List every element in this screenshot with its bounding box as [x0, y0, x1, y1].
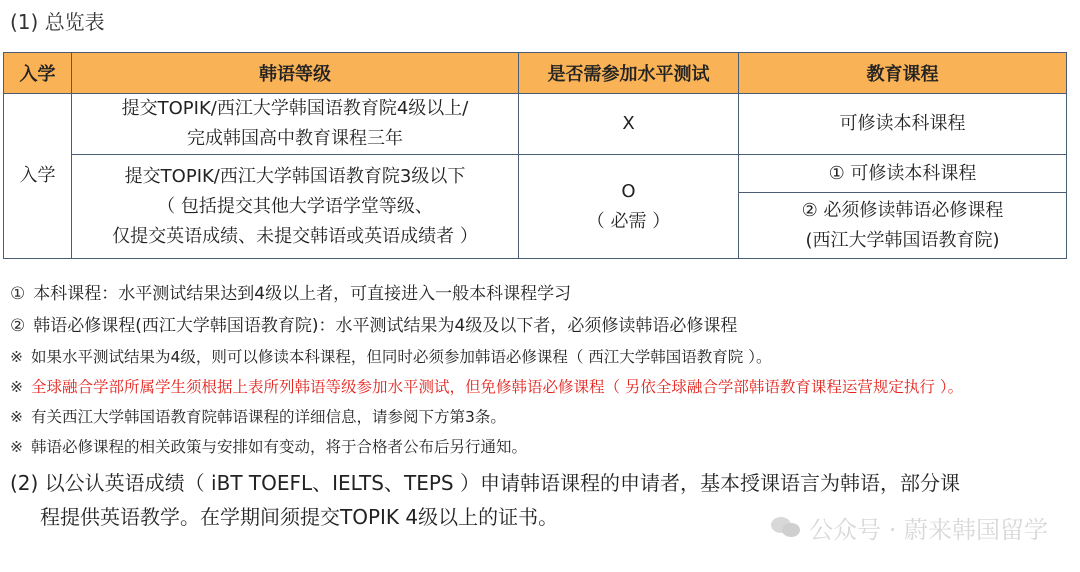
note-text: 韩语必修课程(西江大学韩国语教育院)：水平测试结果为4级及以下者，必须修读韩语必修课程	[33, 316, 738, 336]
note-item	[10, 310, 1075, 342]
note-text: 有关西江大学韩国语教育院韩语课程的详细信息，请参阅下方第3条。	[31, 408, 506, 426]
note-item	[10, 342, 1075, 372]
header-korean-level: 韩语等级	[72, 53, 519, 94]
note-item-highlight	[10, 372, 1075, 402]
overview-table	[3, 52, 1067, 259]
header-curriculum: 教育课程	[739, 53, 1067, 94]
note-text: 全球融合学部所属学生须根据上表所列韩语等级参加水平测试，但免修韩语必修课程（ 另依全球融合学部韩语教育课程运营规定执行 ）。	[31, 378, 964, 396]
table-row	[4, 155, 1067, 193]
course-cell-2a: ① 可修读本科课程	[739, 155, 1067, 193]
wechat-icon	[771, 517, 801, 539]
note-item	[10, 432, 1075, 462]
paragraph-line: (2) 以公认英语成绩（ iBT TOEFL、IELTS、TEPS ）申请韩语课程的申请者，基本授课语言为韩语，部分课	[10, 471, 960, 495]
entry-cell: 入学	[4, 94, 72, 259]
note-text: 如果水平测试结果为4级，则可以修读本科课程，但同时必须参加韩语必修课程（ 西江大学韩国语教育院 ）。	[31, 348, 772, 366]
test-mark: O	[621, 180, 636, 202]
reference-mark: ※	[10, 378, 23, 396]
test-cell-2	[519, 155, 739, 259]
test-cell-1: X	[519, 94, 739, 155]
note-text: 本科课程：水平测试结果达到4级以上者，可直接进入一般本科课程学习	[33, 284, 572, 304]
test-note: （ 必需 ）	[586, 210, 671, 232]
section-heading: (1) 总览表	[10, 10, 105, 34]
reference-mark: ※	[10, 438, 23, 456]
level-text: 完成韩国高中教育课程三年	[187, 128, 403, 149]
watermark-text: 公众号 · 蔚来韩国留学	[809, 516, 1048, 544]
note-item	[10, 278, 1075, 310]
header-placement-test: 是否需参加水平测试	[519, 53, 739, 94]
level-cell-1	[72, 94, 519, 155]
level-text: （ 包括提交其他大学语学堂等级、	[157, 195, 433, 217]
level-text: 提交TOPIK/西江大学韩国语教育院3级以下	[124, 165, 466, 187]
note-item	[10, 402, 1075, 432]
reference-mark: ※	[10, 348, 23, 366]
notes-section	[10, 278, 1075, 534]
course-cell-1: 可修读本科课程	[739, 94, 1067, 155]
course-cell-2b	[739, 193, 1067, 259]
table-row	[4, 94, 1067, 155]
paragraph-line: 程提供英语教学。在学期间须提交TOPIK 4级以上的证书。	[40, 505, 559, 529]
watermark	[771, 510, 1048, 545]
course-text: (西江大学韩国语教育院)	[805, 229, 1000, 251]
header-entry: 入学	[4, 53, 72, 94]
level-text: 提交TOPIK/西江大学韩国语教育院4级以上/	[121, 98, 469, 119]
circled-one-mark: ①	[10, 284, 26, 304]
note-text: 韩语必修课程的相关政策与安排如有变动，将于合格者公布后另行通知。	[31, 438, 528, 456]
reference-mark: ※	[10, 408, 23, 426]
level-cell-2	[72, 155, 519, 259]
level-text: 仅提交英语成绩、未提交韩语或英语成绩者 ）	[112, 225, 478, 247]
circled-two-mark: ②	[10, 316, 26, 336]
course-text: ② 必须修读韩语必修课程	[801, 199, 1004, 221]
